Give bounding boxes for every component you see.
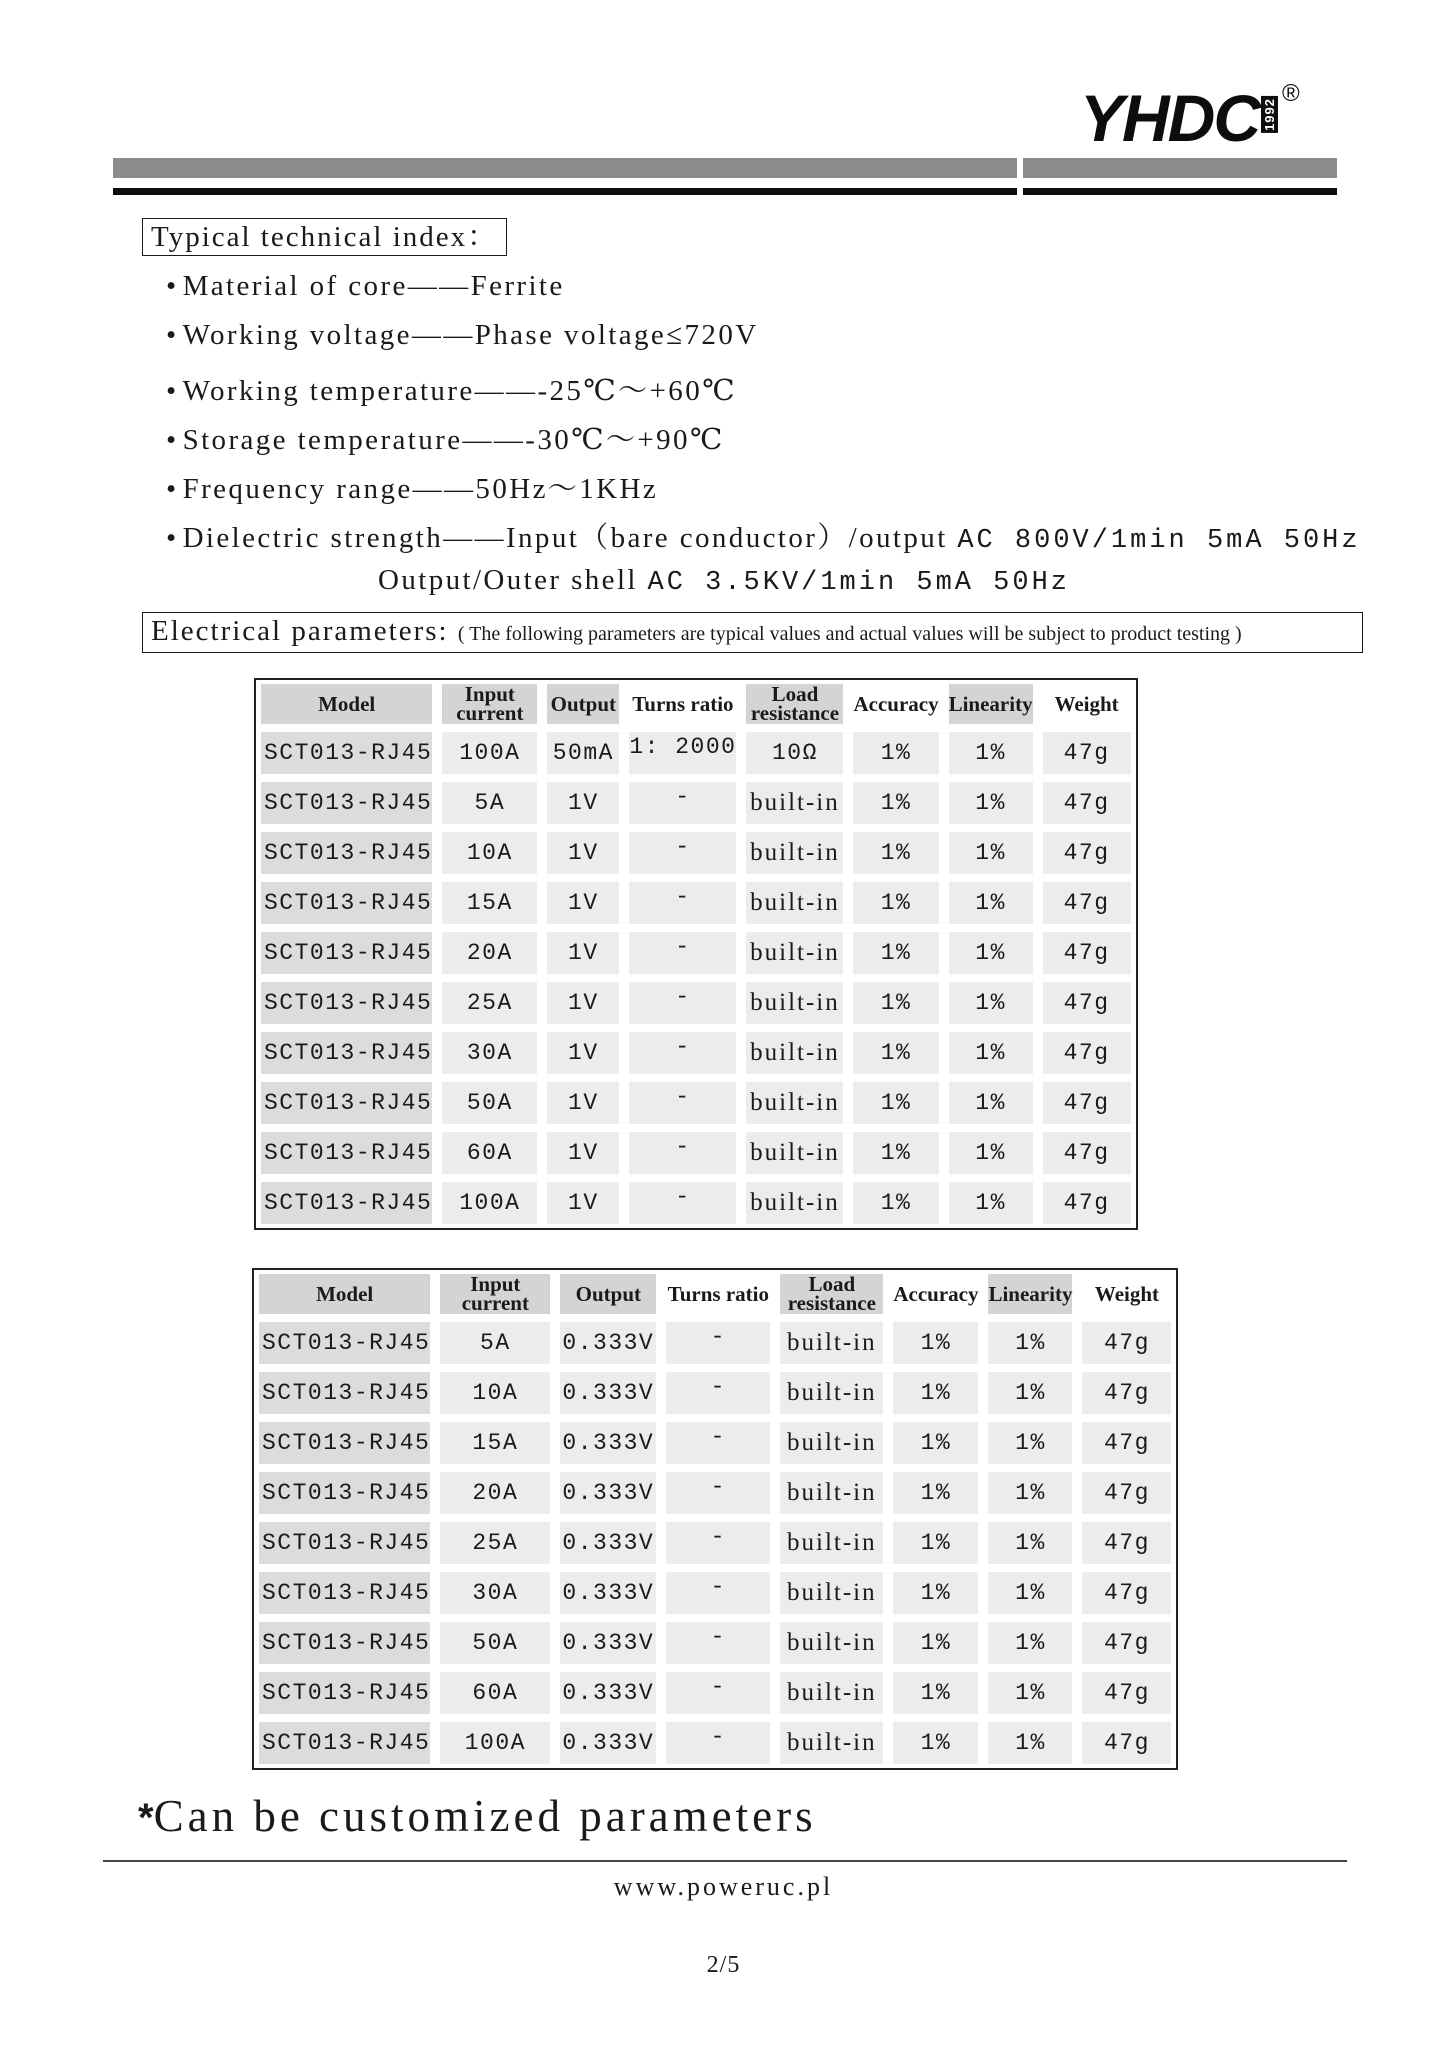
table-row — [256, 1078, 1136, 1128]
params-table-2 — [252, 1268, 1178, 1770]
spec-label: Working voltage—— — [182, 319, 475, 351]
cell-load-resistance: built-in — [780, 1372, 883, 1414]
cell-linearity: 1% — [988, 1572, 1072, 1614]
cell-accuracy: 1% — [893, 1672, 978, 1714]
cell-turns-ratio: - — [666, 1372, 770, 1414]
cell-linearity: 1% — [988, 1322, 1072, 1364]
cell-weight: 47g — [1082, 1372, 1171, 1414]
table-row — [254, 1568, 1176, 1618]
cell-load-resistance: built-in — [746, 1082, 843, 1124]
registered-mark: ® — [1282, 80, 1298, 107]
spec-label: Material of core—— — [182, 270, 471, 302]
table-row — [254, 1718, 1176, 1768]
cell-linearity: 1% — [988, 1372, 1072, 1414]
cell-weight: 47g — [1043, 982, 1131, 1024]
cell-turns-ratio: - — [629, 1182, 736, 1224]
cell-weight: 47g — [1082, 1622, 1171, 1664]
cell-output: 1V — [547, 832, 619, 874]
cell-output: 1V — [547, 1182, 619, 1224]
spec-label: Storage temperature—— — [182, 424, 526, 456]
table-row — [254, 1318, 1176, 1368]
cell-accuracy: 1% — [853, 932, 938, 974]
cell-weight: 47g — [1082, 1572, 1171, 1614]
spec-value: AC 800V/1min 5mA 50Hz — [957, 526, 1361, 556]
header-bar-gray-right — [1023, 158, 1337, 178]
cell-output: 0.333V — [560, 1472, 656, 1514]
electrical-params-title: Electrical parameters: — [151, 615, 449, 647]
cell-accuracy: 1% — [853, 1082, 938, 1124]
cell-accuracy: 1% — [893, 1322, 978, 1364]
cell-turns-ratio: - — [629, 982, 736, 1024]
cell-input-current: 15A — [442, 882, 537, 924]
spec-value: Phase voltage≤720V — [474, 319, 759, 351]
customization-text: Can be customized parameters — [153, 1791, 817, 1841]
col-header-load-resistance: Load resistance — [746, 684, 843, 724]
cell-output: 1V — [547, 982, 619, 1024]
cell-load-resistance: built-in — [746, 832, 843, 874]
header-bar-black-left — [113, 188, 1017, 195]
cell-turns-ratio: - — [666, 1622, 770, 1664]
cell-load-resistance: built-in — [780, 1422, 883, 1464]
col-header-linearity: Linearity — [949, 684, 1033, 724]
cell-output: 0.333V — [560, 1622, 656, 1664]
bullet-icon: • — [166, 522, 179, 554]
cell-input-current: 60A — [440, 1672, 550, 1714]
cell-linearity: 1% — [949, 1082, 1033, 1124]
cell-model: SCT013-RJ45 — [259, 1422, 430, 1464]
cell-output: 0.333V — [560, 1522, 656, 1564]
cell-accuracy: 1% — [893, 1472, 978, 1514]
cell-model: SCT013-RJ45 — [261, 832, 432, 874]
cell-linearity: 1% — [949, 782, 1033, 824]
cell-turns-ratio: - — [666, 1472, 770, 1514]
cell-accuracy: 1% — [893, 1622, 978, 1664]
header-bar-black-right — [1023, 188, 1337, 195]
cell-linearity: 1% — [949, 732, 1033, 774]
cell-input-current: 30A — [442, 1032, 537, 1074]
spec-item — [166, 270, 565, 303]
cell-load-resistance: built-in — [746, 882, 843, 924]
cell-turns-ratio: - — [666, 1572, 770, 1614]
cell-linearity: 1% — [988, 1672, 1072, 1714]
cell-linearity: 1% — [988, 1472, 1072, 1514]
cell-turns-ratio: - — [666, 1672, 770, 1714]
col-header-turns-ratio: Turns ratio — [666, 1274, 770, 1314]
cell-output: 0.333V — [560, 1672, 656, 1714]
asterisk-icon: * — [138, 1796, 154, 1840]
table-header-row — [254, 1270, 1176, 1318]
col-header-weight: Weight — [1082, 1274, 1171, 1314]
cell-input-current: 5A — [442, 782, 537, 824]
cell-input-current: 10A — [440, 1372, 550, 1414]
cell-output: 0.333V — [560, 1572, 656, 1614]
cell-accuracy: 1% — [853, 1132, 938, 1174]
cell-output: 1V — [547, 1132, 619, 1174]
col-header-accuracy: Accuracy — [853, 684, 938, 724]
cell-weight: 47g — [1043, 1082, 1131, 1124]
cell-input-current: 5A — [440, 1322, 550, 1364]
cell-linearity: 1% — [949, 832, 1033, 874]
electrical-params-note: ( The following parameters are typical values and actual values will be subject to product testing ) — [457, 623, 1242, 645]
cell-output: 1V — [547, 1032, 619, 1074]
spec-value: -25℃～+60℃ — [537, 375, 737, 407]
cell-weight: 47g — [1043, 1182, 1131, 1224]
cell-input-current: 25A — [442, 982, 537, 1024]
cell-model: SCT013-RJ45 — [261, 882, 432, 924]
cell-linearity: 1% — [988, 1422, 1072, 1464]
col-header-output: Output — [547, 684, 619, 724]
cell-accuracy: 1% — [853, 732, 938, 774]
col-header-model: Model — [259, 1274, 430, 1314]
col-header-weight: Weight — [1043, 684, 1131, 724]
table-row — [254, 1518, 1176, 1568]
cell-input-current: 15A — [440, 1422, 550, 1464]
cell-weight: 47g — [1043, 932, 1131, 974]
cell-output: 0.333V — [560, 1422, 656, 1464]
cell-accuracy: 1% — [893, 1422, 978, 1464]
cell-input-current: 10A — [442, 832, 537, 874]
website-link[interactable]: www.poweruc.pl — [613, 1872, 834, 1901]
customization-note — [138, 1790, 817, 1842]
bullet-icon: • — [166, 375, 179, 407]
header-bar-gray-left — [113, 158, 1017, 178]
cell-turns-ratio: - — [629, 1032, 736, 1074]
cell-turns-ratio: - — [629, 832, 736, 874]
cell-weight: 47g — [1043, 1032, 1131, 1074]
spec-item — [166, 515, 1361, 556]
cell-weight: 47g — [1082, 1472, 1171, 1514]
footer-divider — [103, 1860, 1347, 1862]
logo-text: YHDC — [1080, 81, 1260, 155]
table-row — [254, 1418, 1176, 1468]
col-header-input-current: Input current — [442, 684, 537, 724]
cell-output: 0.333V — [560, 1722, 656, 1764]
cell-accuracy: 1% — [853, 782, 938, 824]
cell-weight: 47g — [1082, 1722, 1171, 1764]
cell-input-current: 100A — [442, 1182, 537, 1224]
cell-weight: 47g — [1082, 1422, 1171, 1464]
col-header-model: Model — [261, 684, 432, 724]
table-row — [256, 778, 1136, 828]
tech-index-title: Typical technical index： — [142, 218, 507, 256]
cell-input-current: 30A — [440, 1572, 550, 1614]
cell-turns-ratio: - — [629, 882, 736, 924]
cell-turns-ratio: - — [629, 932, 736, 974]
cell-linearity: 1% — [949, 982, 1033, 1024]
cell-accuracy: 1% — [853, 882, 938, 924]
spec-label: Frequency range—— — [182, 473, 476, 505]
params-table-1 — [254, 678, 1138, 1230]
cell-input-current: 100A — [440, 1722, 550, 1764]
col-header-linearity: Linearity — [988, 1274, 1072, 1314]
logo-year: 1992 — [1262, 98, 1278, 131]
spec-value: AC 3.5KV/1min 5mA 50Hz — [647, 568, 1070, 598]
cell-weight: 47g — [1082, 1322, 1171, 1364]
cell-load-resistance: built-in — [780, 1572, 883, 1614]
cell-model: SCT013-RJ45 — [259, 1722, 430, 1764]
electrical-params-heading — [142, 612, 1363, 653]
spec-label: Working temperature—— — [182, 375, 538, 407]
cell-weight: 47g — [1043, 882, 1131, 924]
spec-item — [166, 417, 725, 458]
cell-input-current: 20A — [442, 932, 537, 974]
spec-item — [166, 319, 759, 352]
spec-item — [166, 368, 737, 409]
cell-linearity: 1% — [949, 1132, 1033, 1174]
cell-output: 0.333V — [560, 1372, 656, 1414]
cell-load-resistance: built-in — [780, 1622, 883, 1664]
cell-load-resistance: built-in — [780, 1322, 883, 1364]
cell-accuracy: 1% — [853, 832, 938, 874]
col-header-load-resistance: Load resistance — [780, 1274, 883, 1314]
cell-linearity: 1% — [988, 1622, 1072, 1664]
cell-load-resistance: built-in — [746, 782, 843, 824]
cell-model: SCT013-RJ45 — [261, 732, 432, 774]
cell-model: SCT013-RJ45 — [261, 1082, 432, 1124]
cell-load-resistance: built-in — [746, 932, 843, 974]
cell-turns-ratio: 1: 2000 — [629, 732, 736, 774]
col-header-accuracy: Accuracy — [893, 1274, 978, 1314]
cell-model: SCT013-RJ45 — [259, 1522, 430, 1564]
table-row — [254, 1668, 1176, 1718]
cell-linearity: 1% — [988, 1522, 1072, 1564]
cell-load-resistance: built-in — [746, 1032, 843, 1074]
cell-turns-ratio: - — [666, 1722, 770, 1764]
cell-weight: 47g — [1043, 732, 1131, 774]
cell-output: 1V — [547, 1082, 619, 1124]
cell-input-current: 50A — [440, 1622, 550, 1664]
col-header-output: Output — [560, 1274, 656, 1314]
cell-output: 1V — [547, 882, 619, 924]
cell-load-resistance: built-in — [746, 1182, 843, 1224]
cell-accuracy: 1% — [893, 1572, 978, 1614]
cell-model: SCT013-RJ45 — [259, 1572, 430, 1614]
table-row — [256, 878, 1136, 928]
cell-model: SCT013-RJ45 — [261, 1182, 432, 1224]
table-row — [254, 1368, 1176, 1418]
cell-weight: 47g — [1082, 1522, 1171, 1564]
cell-linearity: 1% — [949, 932, 1033, 974]
cell-model: SCT013-RJ45 — [261, 782, 432, 824]
cell-weight: 47g — [1043, 782, 1131, 824]
cell-weight: 47g — [1043, 1132, 1131, 1174]
table-row — [256, 1028, 1136, 1078]
cell-linearity: 1% — [949, 1032, 1033, 1074]
cell-load-resistance: built-in — [780, 1672, 883, 1714]
page-number: 2/5 — [706, 1952, 741, 1978]
spec-value: Ferrite — [470, 270, 565, 302]
cell-input-current: 60A — [442, 1132, 537, 1174]
spec-value: -30℃～+90℃ — [525, 424, 725, 456]
spec-continuation — [378, 564, 1070, 598]
cell-input-current: 20A — [440, 1472, 550, 1514]
cell-turns-ratio: - — [629, 782, 736, 824]
table-row — [256, 1178, 1136, 1228]
spec-item — [166, 466, 658, 507]
cell-load-resistance: built-in — [780, 1722, 883, 1764]
cell-accuracy: 1% — [893, 1722, 978, 1764]
cell-linearity: 1% — [949, 882, 1033, 924]
table-header-row — [256, 680, 1136, 728]
cell-accuracy: 1% — [853, 1032, 938, 1074]
cell-output: 0.333V — [560, 1322, 656, 1364]
cell-accuracy: 1% — [893, 1522, 978, 1564]
bullet-icon: • — [166, 424, 179, 456]
col-header-turns-ratio: Turns ratio — [629, 684, 736, 724]
cell-output: 1V — [547, 932, 619, 974]
table-row — [254, 1468, 1176, 1518]
cell-input-current: 25A — [440, 1522, 550, 1564]
cell-weight: 47g — [1082, 1672, 1171, 1714]
table-row — [256, 928, 1136, 978]
cell-turns-ratio: - — [666, 1422, 770, 1464]
table-row — [256, 828, 1136, 878]
spec-value: 50Hz～1KHz — [475, 473, 659, 505]
cell-load-resistance: built-in — [746, 982, 843, 1024]
company-logo — [1080, 80, 1298, 156]
cell-accuracy: 1% — [893, 1372, 978, 1414]
bullet-icon: • — [166, 473, 179, 505]
table-row — [256, 978, 1136, 1028]
cell-linearity: 1% — [988, 1722, 1072, 1764]
cell-input-current: 50A — [442, 1082, 537, 1124]
cell-model: SCT013-RJ45 — [259, 1322, 430, 1364]
cell-accuracy: 1% — [853, 982, 938, 1024]
cell-turns-ratio: - — [666, 1322, 770, 1364]
cell-model: SCT013-RJ45 — [259, 1622, 430, 1664]
cell-linearity: 1% — [949, 1182, 1033, 1224]
cell-turns-ratio: - — [666, 1522, 770, 1564]
cell-load-resistance: built-in — [746, 1132, 843, 1174]
cell-model: SCT013-RJ45 — [259, 1372, 430, 1414]
table-row — [254, 1618, 1176, 1668]
spec-label: Output/Outer shell — [378, 564, 638, 596]
cell-model: SCT013-RJ45 — [259, 1672, 430, 1714]
cell-load-resistance: 10Ω — [746, 732, 843, 774]
bullet-icon: • — [166, 319, 179, 351]
cell-turns-ratio: - — [629, 1132, 736, 1174]
cell-weight: 47g — [1043, 832, 1131, 874]
cell-load-resistance: built-in — [780, 1472, 883, 1514]
cell-turns-ratio: - — [629, 1082, 736, 1124]
cell-model: SCT013-RJ45 — [261, 982, 432, 1024]
cell-model: SCT013-RJ45 — [261, 1032, 432, 1074]
spec-label: Dielectric strength——Input（bare conductor）/output — [182, 522, 948, 554]
cell-output: 50mA — [547, 732, 619, 774]
cell-output: 1V — [547, 782, 619, 824]
bullet-icon: • — [166, 270, 179, 302]
cell-model: SCT013-RJ45 — [259, 1472, 430, 1514]
table-row — [256, 728, 1136, 778]
cell-model: SCT013-RJ45 — [261, 932, 432, 974]
cell-model: SCT013-RJ45 — [261, 1132, 432, 1174]
cell-input-current: 100A — [442, 732, 537, 774]
cell-accuracy: 1% — [853, 1182, 938, 1224]
table-row — [256, 1128, 1136, 1178]
col-header-input-current: Input current — [440, 1274, 550, 1314]
cell-load-resistance: built-in — [780, 1522, 883, 1564]
